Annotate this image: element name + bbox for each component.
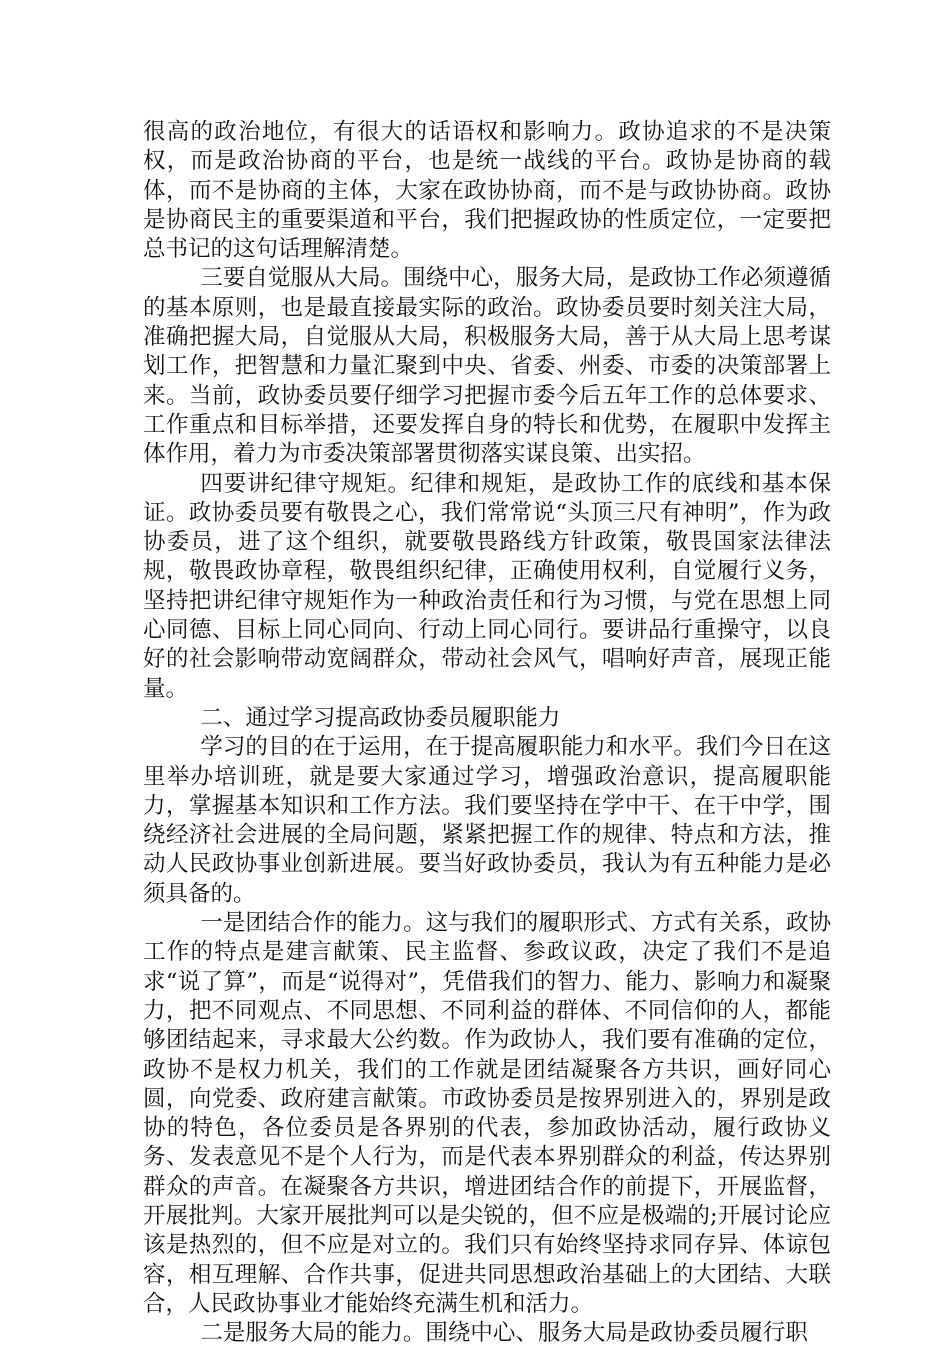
paragraph-discipline-and-rules: 四要讲纪律守规矩。纪律和规矩，是政协工作的底线和基本保证。政协委员要有敬畏之心，我们常常说“头顶三尺有神明”，作为政协委员，进了这个组织，就要敬畏路线方针政策，敬畏国家法律法规，敬畏政协章程，敬畏组织纪律，正确使用权利，自觉履行义务，坚持把讲纪律守规矩作为一种政治责任和行为习惯，与党在思想上同心同德、目标上同心同向、行动上同心同行。要讲品行重操守，以良好的社会影响带动宽阔群众，带动社会风气，唱响好声音，展现正能量。 — [143, 470, 831, 702]
paragraph-obey-overall-situation: 三要自觉服从大局。围绕中心，服务大局，是政协工作必须遵循的基本原则，也是最直接最实际的政治。政协委员要时刻关注大局，准确把握大局，自觉服从大局，积极服务大局，善于从大局上思考谋划工作，把智慧和力量汇聚到中央、省委、州委、市委的决策部署上来。当前，政协委员要仔细学习把握市委今后五年工作的总体要求、工作重点和目标举措，还要发挥自身的特长和优势，在履职中发挥主体作用，着力为市委决策部署贯彻落实谋良策、出实招。 — [143, 265, 831, 468]
paragraph-unity-cooperation: 一是团结合作的能力。这与我们的履职形式、方式有关系，政协工作的特点是建言献策、民主监督、参政议政，决定了我们不是追求“说了算”，而是“说得对”，凭借我们的智力、能力、影响力和凝聚力，把不同观点、不同思想、不同利益的群体、不同信仰的人，都能够团结起来，寻求最大公约数。作为政协人，我们要有准确的定位，政协不是权力机关，我们的工作就是团结凝聚各方共识，画好同心圆，向党委、政府建言献策。市政协委员是按界别进入的，界别是政协的特色，各位委员是各界别的代表，参加政协活动，履行政协义务、发表意见不是个人行为，而是代表本界别群众的利益，传达界别群众的声音。在凝聚各方共识，增进团结合作的前提下，开展监督，开展批判。大家开展批判可以是尖锐的，但不应是极端的;开展讨论应该是热烈的，但不应是对立的。我们只有始终坚持求同存异、体谅包容，相互理解、合作共事，促进共同思想政治基础上的大团结、大联合，人民政协事业才能始终充满生机和活力。 — [143, 910, 831, 1317]
section-heading-performance-ability: 二、通过学习提高政协委员履职能力 — [200, 704, 561, 731]
paragraph-purpose-of-learning: 学习的目的在于运用，在于提高履职能力和水平。我们今日在这里举办培训班，就是要大家通过学习，增强政治意识，提高履职能力，掌握基本知识和工作方法。我们要坚持在学中干、在干中学，围绕经济社会进展的全局问题，紧紧把握工作的规律、特点和方法，推动人民政协事业创新进展。要当好政协委员，我认为有五种能力是必须具备的。 — [143, 734, 831, 907]
paragraph-continuation: 很高的政治地位，有很大的话语权和影响力。政协追求的不是决策权，而是政治协商的平台，也是统一战线的平台。政协是协商的载体，而不是协商的主体，大家在政协协商，而不是与政协协商。政协是协商民主的重要渠道和平台，我们把握政协的性质定位，一定要把总书记的这句话理解清楚。 — [143, 119, 831, 263]
document-page — [143, 118, 831, 1348]
paragraph-serve-overall-situation: 二是服务大局的能力。围绕中心、服务大局是政协委员履行职 — [200, 1320, 808, 1347]
